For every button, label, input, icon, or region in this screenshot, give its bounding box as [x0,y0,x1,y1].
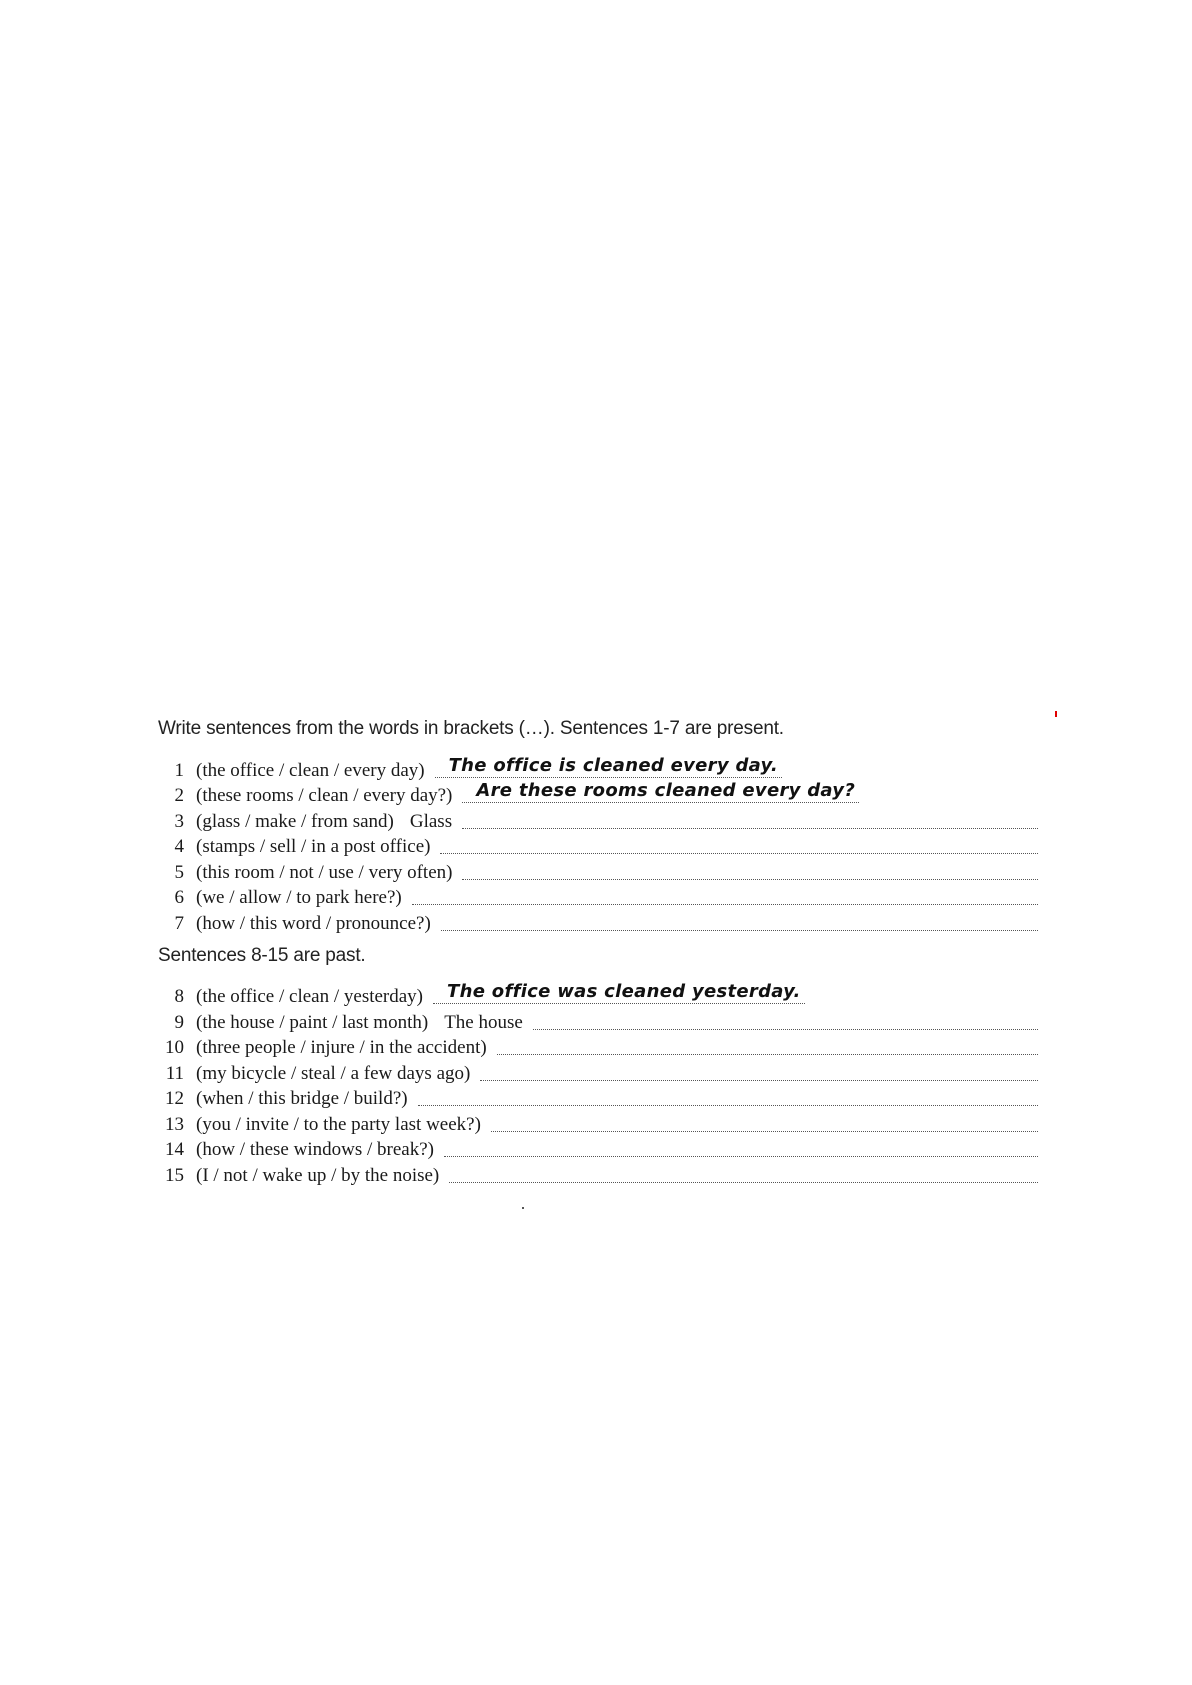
exercise-item [158,807,1038,833]
item-prompt: (how / these windows / break?) [196,1139,434,1160]
answer-line[interactable] [497,1053,1038,1055]
red-mark [1055,711,1057,717]
item-number: 14 [165,1139,184,1160]
exercise-item [158,1136,1038,1162]
answer-line[interactable] [462,780,859,803]
item-number: 3 [174,810,184,832]
answer-line[interactable] [418,1104,1038,1106]
answer-line[interactable] [440,852,1038,854]
exercise-item [158,858,1038,884]
item-number: 4 [174,836,184,857]
item-number: 12 [165,1088,184,1109]
item-prompt: (the house / paint / last month) [196,1011,429,1033]
item-number: 1 [174,759,184,781]
exercise-item [158,1161,1038,1187]
exercise-item [158,884,1038,910]
exercise-item [158,833,1038,859]
exercise-item [158,909,1038,935]
item-prompt: (how / this word / pronounce?) [196,912,431,934]
item-number: 8 [174,986,184,1007]
answer-line[interactable] [412,903,1038,905]
exercise-item [158,983,1038,1009]
handwritten-answer: The office is cleaned every day. [448,754,779,776]
answer-line[interactable] [480,1079,1038,1081]
exercise [158,718,1038,1187]
exercise-item [158,1085,1038,1111]
item-prompt: (the office / clean / yesterday) [196,986,424,1007]
item-prompt: (stamps / sell / in a post office) [196,836,431,857]
answer-line[interactable] [462,878,1038,880]
answer-line[interactable] [533,1028,1038,1030]
handwritten-answer: Are these rooms cleaned every day? [476,780,856,801]
item-number: 2 [174,785,184,806]
item-prompt: (I / not / wake up / by the noise) [196,1164,440,1186]
answer-line[interactable] [449,1181,1038,1183]
item-number: 10 [165,1037,184,1058]
exercise-item [158,1008,1038,1034]
item-prompt: (three people / injure / in the accident) [196,1037,487,1058]
item-prompt: (this room / not / use / very often) [196,861,453,883]
item-number: 11 [165,1062,184,1084]
item-prompt: (the office / clean / every day) [196,759,425,781]
answer-line[interactable] [433,981,805,1004]
answer-line[interactable] [491,1130,1038,1132]
exercise-item [158,756,1038,782]
item-prompt: (we / allow / to park here?) [196,887,402,908]
item-starter: Glass [409,810,453,832]
stray-dot [522,1207,524,1209]
exercise-item [158,1034,1038,1060]
item-number: 5 [174,861,184,883]
item-prompt: (when / this bridge / build?) [196,1088,408,1109]
answer-line[interactable] [462,827,1038,829]
answer-line[interactable] [441,929,1038,931]
present-list [158,756,1038,935]
item-number: 7 [174,912,184,934]
item-prompt: (these rooms / clean / every day?) [196,785,453,806]
heading-past: Sentences 8-15 are past. [158,944,366,966]
answer-line[interactable] [435,754,782,778]
heading-present: Write sentences from the words in brackets (…). Sentences 1-7 are present. [158,718,784,739]
item-number: 13 [165,1113,184,1135]
item-number: 9 [174,1011,184,1033]
exercise-item [158,1110,1038,1136]
item-prompt: (you / invite / to the party last week?) [196,1113,481,1135]
past-list [158,983,1038,1187]
handwritten-answer: The office was cleaned yesterday. [447,981,801,1002]
item-number: 6 [174,887,184,908]
item-prompt: (my bicycle / steal / a few days ago) [196,1062,471,1084]
exercise-item [158,782,1038,808]
answer-line[interactable] [444,1155,1038,1157]
exercise-item [158,1059,1038,1085]
item-number: 15 [165,1164,184,1186]
item-prompt: (glass / make / from sand) [196,810,394,832]
item-starter: The house [444,1011,523,1033]
